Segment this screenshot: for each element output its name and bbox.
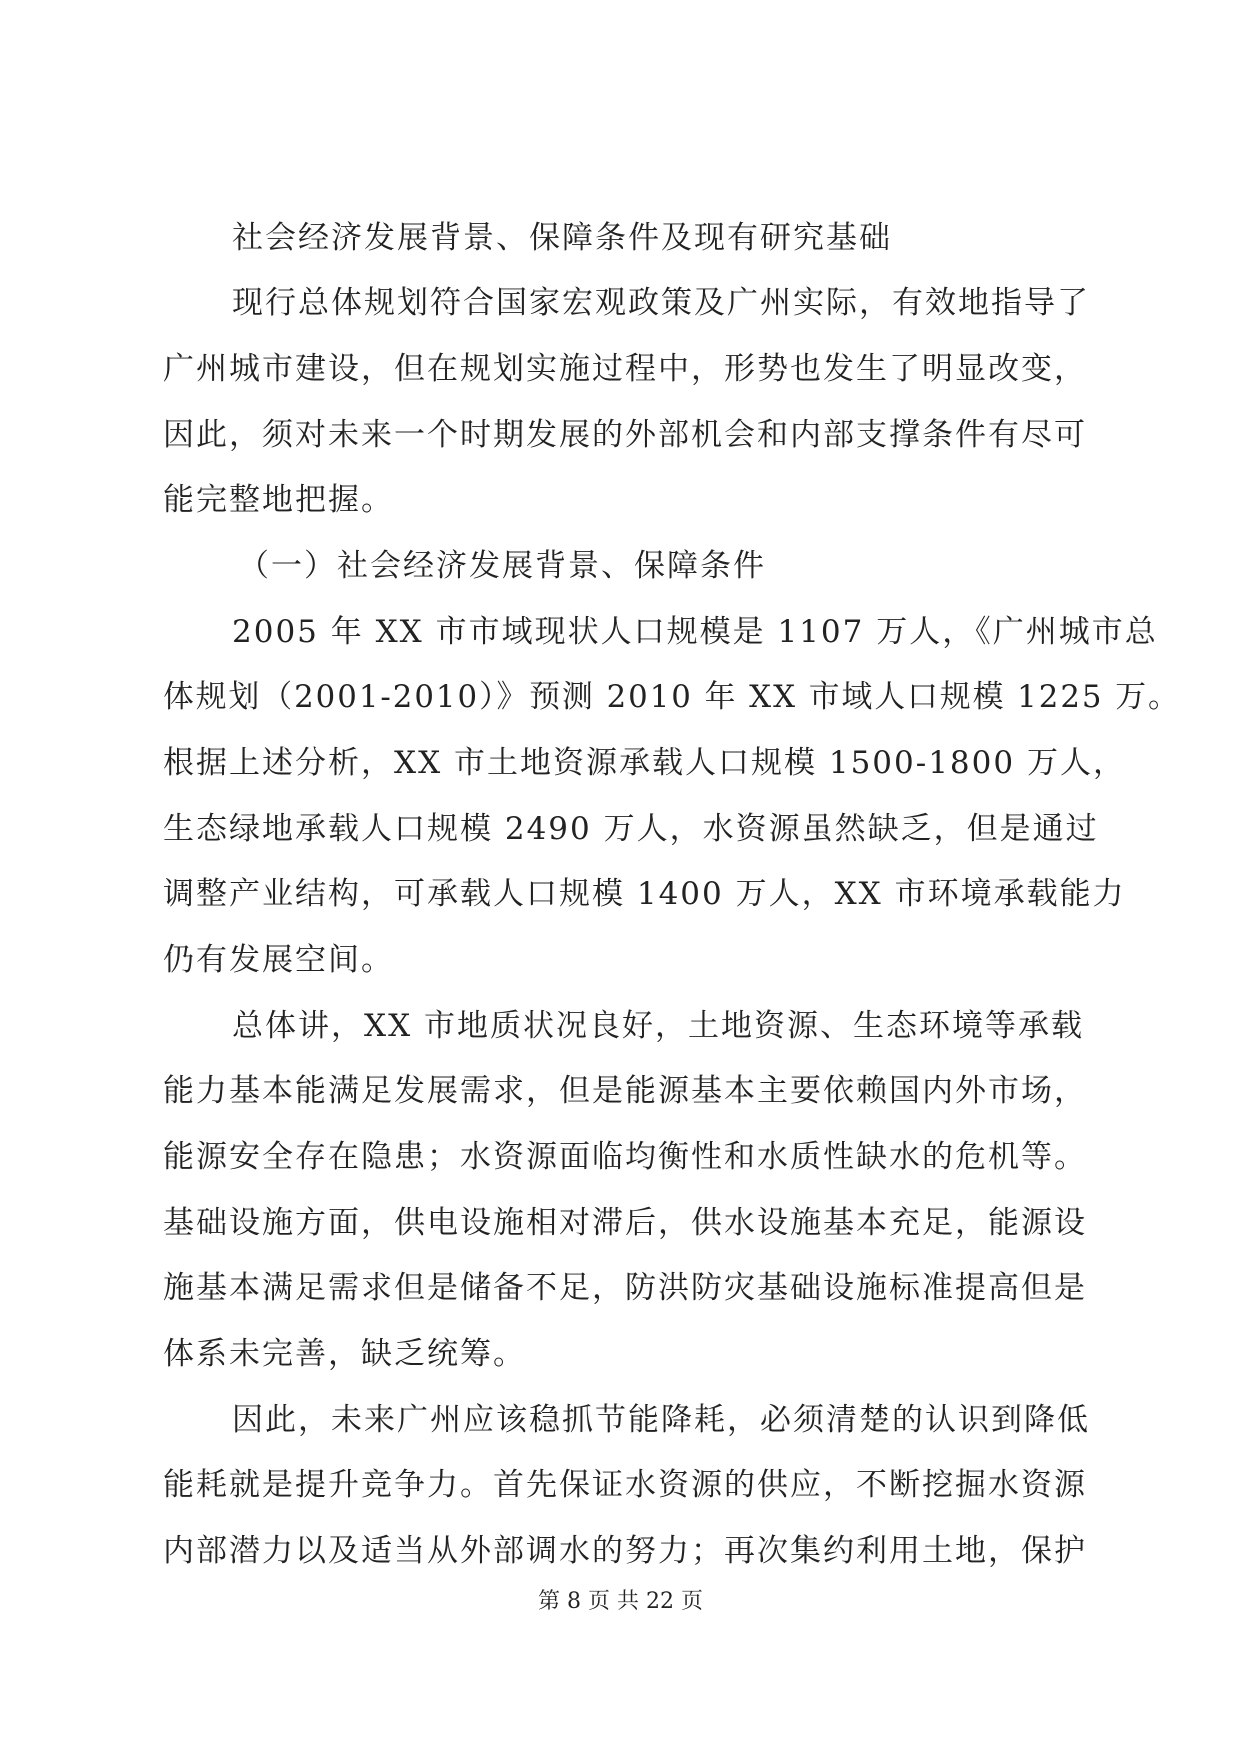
paragraph-line: 能完整地把握。: [163, 482, 394, 518]
paragraph-line: 调整产业结构，可承载人口规模 1400 万人，XX 市环境承载能力: [163, 876, 1126, 912]
paragraph-line: 体系未完善，缺乏统筹。: [163, 1336, 526, 1372]
subsection-heading: （一）社会经济发展背景、保障条件: [238, 548, 766, 584]
section-heading: 社会经济发展背景、保障条件及现有研究基础: [232, 220, 892, 256]
paragraph-line: 能源安全存在隐患；水资源面临均衡性和水质性缺水的危机等。: [163, 1139, 1087, 1175]
paragraph-line: 施基本满足需求但是储备不足，防洪防灾基础设施标准提高但是: [163, 1270, 1087, 1306]
paragraph-line: 体规划（2001-2010）》预测 2010 年 XX 市域人口规模 1225 万。: [163, 679, 1181, 715]
paragraph-line: 2005 年 XX 市市域现状人口规模是 1107 万人，《广州城市总: [232, 614, 1158, 650]
paragraph-line: 生态绿地承载人口规模 2490 万人，水资源虽然缺乏，但是通过: [163, 811, 1099, 847]
paragraph-line: 因此，须对未来一个时期发展的外部机会和内部支撑条件有尽可: [163, 417, 1087, 453]
paragraph-line: 内部潜力以及适当从外部调水的努力；再次集约利用土地，保护: [163, 1533, 1087, 1569]
paragraph-line: 能耗就是提升竞争力。首先保证水资源的供应，不断挖掘水资源: [163, 1467, 1087, 1503]
paragraph-line: 现行总体规划符合国家宏观政策及广州实际，有效地指导了: [232, 285, 1090, 321]
page-number-footer: 第 8 页 共 22 页: [538, 1589, 703, 1614]
paragraph-line: 广州城市建设，但在规划实施过程中，形势也发生了明显改变，: [163, 351, 1087, 387]
paragraph-line: 基础设施方面，供电设施相对滞后，供水设施基本充足，能源设: [163, 1205, 1087, 1241]
paragraph-line: 仍有发展空间。: [163, 942, 394, 978]
paragraph-line: 根据上述分析，XX 市土地资源承载人口规模 1500-1800 万人，: [163, 745, 1126, 781]
paragraph-line: 能力基本能满足发展需求，但是能源基本主要依赖国内外市场，: [163, 1073, 1087, 1109]
paragraph-line: 因此，未来广州应该稳抓节能降耗，必须清楚的认识到降低: [232, 1402, 1090, 1438]
paragraph-line: 总体讲，XX 市地质状况良好，土地资源、生态环境等承载: [232, 1008, 1084, 1044]
